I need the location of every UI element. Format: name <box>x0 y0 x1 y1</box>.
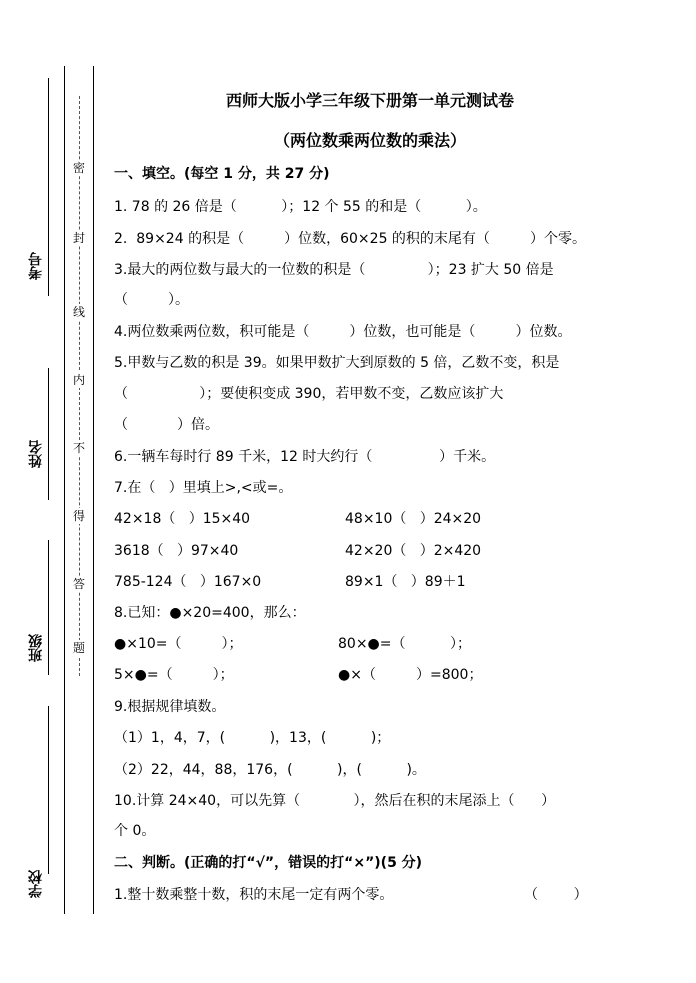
question-10-line-1: 10.计算 24×40，可以先算（ ），然后在积的末尾添上（ ） <box>114 793 556 809</box>
q8-row-1-left: ●×10=（ ）； <box>114 636 243 652</box>
question-6: 6.一辆车每时行 89 千米，12 时大约行（ ）千米。 <box>114 449 496 465</box>
page-title: 西师大版小学三年级下册第一单元测试卷 <box>225 91 514 110</box>
name-line-4 <box>48 706 49 874</box>
binding-line-inner <box>93 66 94 914</box>
seal-char-3: 线 <box>73 305 86 319</box>
label-school: 学校 <box>28 870 44 898</box>
seal-char-8: 题 <box>73 641 86 655</box>
question-4: 4.两位数乘两位数，积可能是（ ）位数，也可能是（ ）位数。 <box>114 324 572 340</box>
seal-char-5: 不 <box>73 441 86 455</box>
seal-char-4: 内 <box>73 373 86 387</box>
judge-question-1: 1.整十数乘整十数，积的末尾一定有两个零。 <box>114 887 394 903</box>
question-2: 2. 89×24 的积是（ ）位数，60×25 的积的末尾有（ ）个零。 <box>114 231 586 247</box>
q9-part-2: （2）22，44，88，176，( )，( )。 <box>114 762 426 778</box>
question-10-line-2: 个 0。 <box>114 823 156 839</box>
question-5-line-3: （ ）倍。 <box>114 417 219 433</box>
q9-part-1: （1）1，4，7，( )，13，( )； <box>114 730 391 746</box>
q7-row-3-left: 785-124（ ）167×0 <box>114 574 262 590</box>
section-fill-heading: 一、填空。(每空 1 分，共 27 分) <box>114 166 330 182</box>
q7-row-3-right: 89×1（ ）89＋1 <box>345 574 466 590</box>
label-class: 班级 <box>28 634 44 662</box>
seal-char-7: 答 <box>73 577 86 591</box>
q7-row-2-right: 42×20（ ）2×420 <box>345 543 482 559</box>
name-line-2 <box>48 368 49 500</box>
seal-char-1: 密 <box>73 161 86 175</box>
section-judge-heading: 二、判断。(正确的打“√”，错误的打“×”)(5 分) <box>114 855 423 871</box>
question-5-line-2: （ ）；要使积变成 390，若甲数不变，乙数应该扩大 <box>114 386 504 402</box>
judge-question-1-blank: （ ） <box>524 887 588 903</box>
label-student-name: 姓名 <box>28 440 44 468</box>
q7-row-1-left: 42×18（ ）15×40 <box>114 511 251 527</box>
q8-row-1-right: 80×●=（ ）； <box>338 636 471 652</box>
seal-char-6: 得 <box>73 509 86 523</box>
question-8: 8.已知：●×20=400，那么： <box>114 605 306 621</box>
question-7: 7.在（ ）里填上>,<或=。 <box>114 480 293 496</box>
q8-row-2-right: ●×（ ）=800； <box>338 667 483 683</box>
seal-char-2: 封 <box>73 231 86 245</box>
page-subtitle: （两位数乘两位数的乘法） <box>273 131 466 150</box>
q8-row-2-left: 5×●=（ ）； <box>114 667 234 683</box>
question-1: 1. 78 的 26 倍是（ ）；12 个 55 的和是（ ）。 <box>114 199 487 215</box>
binding-line-outer <box>64 66 65 914</box>
name-line-3 <box>48 540 49 675</box>
question-9: 9.根据规律填数。 <box>114 699 226 715</box>
q7-row-1-right: 48×10（ ）24×20 <box>345 511 482 527</box>
question-3-line-1: 3.最大的两位数与最大的一位数的积是（ ）；23 扩大 50 倍是 <box>114 262 554 278</box>
q7-row-2-left: 3618（ ）97×40 <box>114 543 239 559</box>
question-5-line-1: 5.甲数与乙数的积是 39。如果甲数扩大到原数的 5 倍，乙数不变，积是 <box>114 355 560 371</box>
label-exam-number: 考号 <box>28 252 44 280</box>
question-3-line-2: （ ）。 <box>114 292 190 308</box>
